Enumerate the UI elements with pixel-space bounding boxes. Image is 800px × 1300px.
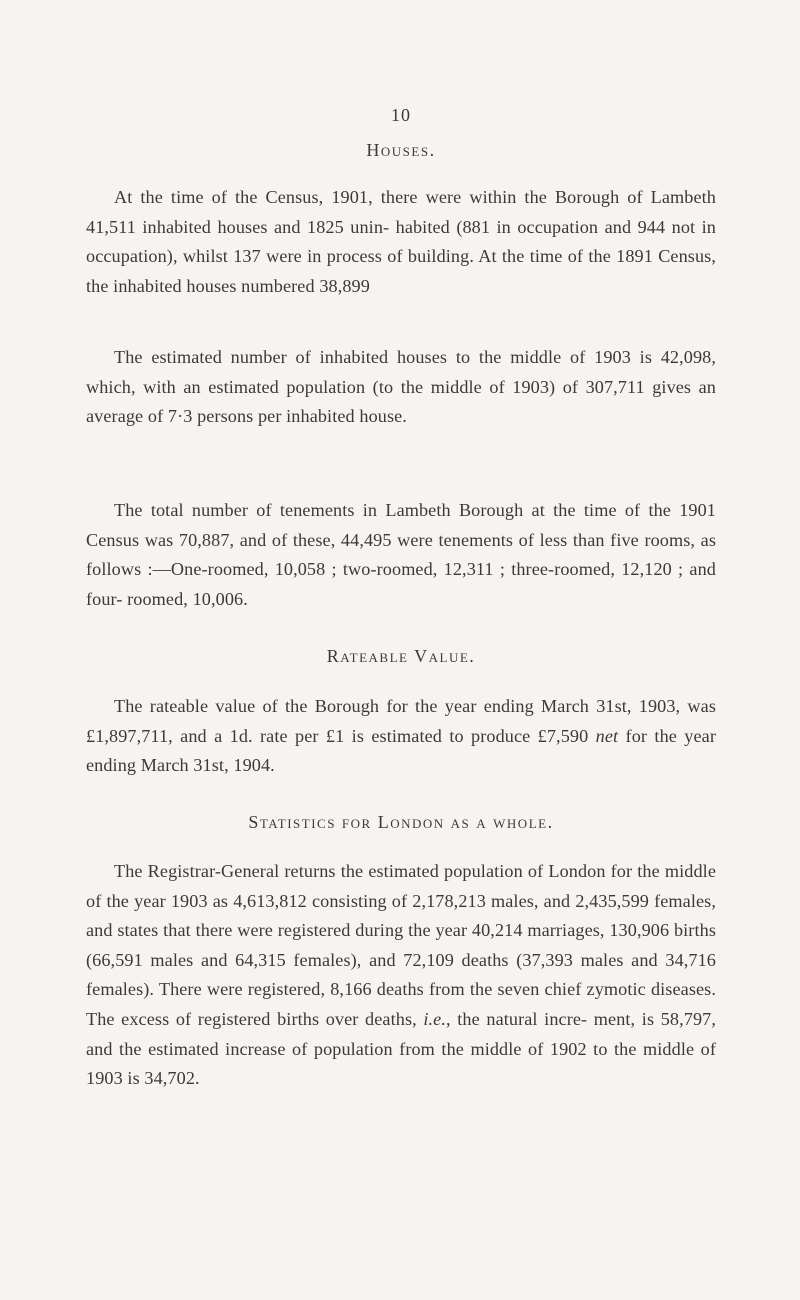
houses-heading: Houses.	[366, 140, 436, 160]
london-statistics-heading: Statistics for London as a whole.	[248, 812, 554, 832]
houses-paragraph-1: At the time of the Census, 1901, there were within the Borough of Lambeth 41,511 inhabited houses and 1825 unin- habited (881 in occupation and 944 not in occupation), whilst 137 were in process of building. At the time of the 1891 Census, the inhabited houses numbered 38,899	[86, 187, 716, 296]
london-statistics-text-2: , the natural incre- ment, is 58,797, and the estimated increase of population from the middle of 1902 to the middle of 1903 is 34,702.	[86, 1008, 716, 1089]
rateable-value-net: net	[595, 725, 619, 746]
rateable-value-text-2: for the year ending March 31st, 1904.	[86, 725, 716, 776]
rateable-value-text-1: The rateable value of the Borough for the year ending March 31st, 1903, was £1,897,711, and a 1d. rate per £1 is estimated to produce £7,590	[86, 696, 716, 746]
rateable-value-heading: Rateable Value.	[326, 646, 476, 666]
houses-paragraph-3: The total number of tenements in Lambeth Borough at the time of the 1901 Census was 70,887, and of these, 44,495 were tenements of less than five rooms, as follows :—One-roomed, 10,058 ; two-roomed, 12,311 ; three-roomed, 12,120 ; and four- roomed, 10,006.	[86, 500, 716, 609]
page-number: 10	[391, 105, 411, 125]
rateable-value-paragraph	[86, 692, 716, 781]
london-statistics-paragraph	[86, 857, 716, 1094]
london-statistics-ie: i.e.	[423, 1008, 446, 1029]
london-statistics-text-1: The Registrar-General returns the estimated population of London for the middle of the year 1903 as 4,613,812 consisting of 2,178,213 males, and 2,435,599 females, and states that there were registered during the year 40,214 marriages, 130,906 births (66,591 males and 64,315 females), and 72,109 deaths (37,393 males and 34,716 females). There were registered, 8,166 deaths from the seven chief zymotic diseases. The excess of registered births over deaths,	[86, 861, 716, 1029]
houses-paragraph-2: The estimated number of inhabited houses to the middle of 1903 is 42,098, which, with an estimated population (to the middle of 1903) of 307,711 gives an average of 7·3 persons per inhabited house.	[86, 347, 716, 427]
